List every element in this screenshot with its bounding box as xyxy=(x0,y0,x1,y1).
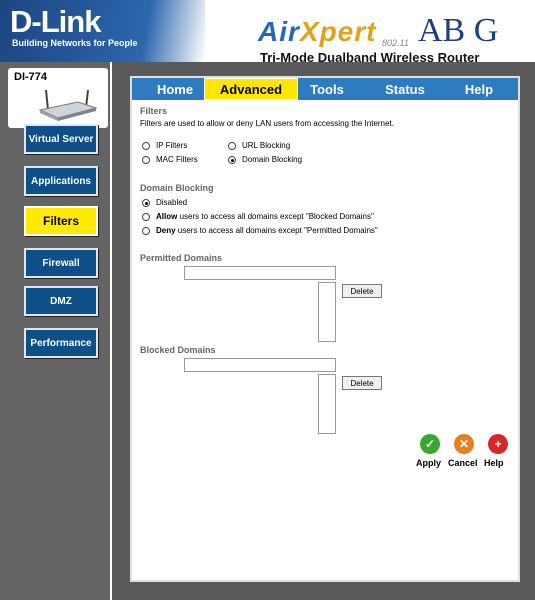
tab-home[interactable]: Home xyxy=(156,81,194,97)
apply-label: Apply xyxy=(416,458,442,468)
brand-logo: D-Link xyxy=(10,4,101,39)
header xyxy=(0,0,535,62)
tab-advanced[interactable]: Advanced xyxy=(204,78,298,100)
permitted-domain-input[interactable] xyxy=(184,266,336,280)
router-icon xyxy=(38,88,98,122)
label-deny-text: users to access all domains except "Permitted Domains" xyxy=(175,226,378,235)
radio-url-blocking[interactable] xyxy=(228,142,236,150)
model-box xyxy=(8,68,108,128)
permitted-delete-button[interactable]: Delete xyxy=(342,284,382,298)
help-button[interactable] xyxy=(482,434,522,474)
blocked-domain-input[interactable] xyxy=(184,358,336,372)
radio-deny[interactable] xyxy=(142,227,150,235)
product-name-b: Xpert xyxy=(299,16,377,47)
product-logo xyxy=(258,16,376,48)
model-label: DI-774 xyxy=(14,71,48,83)
sidebar-item-firewall[interactable]: Firewall xyxy=(24,248,98,278)
help-label: Help xyxy=(484,458,504,468)
label-url-blocking: URL Blocking xyxy=(242,141,291,150)
sidebar-item-virtual-server[interactable]: Virtual Server xyxy=(24,124,98,154)
filters-description: Filters are used to allow or deny LAN users from accessing the Internet. xyxy=(140,119,394,128)
product-suffix: AB G xyxy=(418,12,499,49)
sidebar-item-filters[interactable]: Filters xyxy=(24,206,98,236)
permitted-domains-list[interactable] xyxy=(318,282,336,342)
blocked-domains-list[interactable] xyxy=(318,374,336,434)
main-panel xyxy=(130,76,520,582)
label-allow-text: users to access all domains except "Blocked Domains" xyxy=(177,212,374,221)
radio-ip-filters[interactable] xyxy=(142,142,150,150)
brand-tagline: Building Networks for People xyxy=(12,38,138,48)
radio-mac-filters[interactable] xyxy=(142,156,150,164)
permitted-domains-title: Permitted Domains xyxy=(140,253,223,263)
product-tagline: Tri-Mode Dualband Wireless Router xyxy=(260,50,480,62)
label-mac-filters: MAC Filters xyxy=(156,155,198,164)
blocked-domains-title: Blocked Domains xyxy=(140,345,216,355)
label-ip-filters: IP Filters xyxy=(156,141,188,150)
product-sub: 802.11 xyxy=(382,38,409,48)
tab-status[interactable]: Status xyxy=(385,81,425,97)
check-icon: ✓ xyxy=(420,434,440,454)
product-name-a: Air xyxy=(258,16,300,47)
radio-disabled[interactable] xyxy=(142,199,150,207)
radio-domain-blocking[interactable] xyxy=(228,156,236,164)
sidebar xyxy=(0,62,112,600)
label-deny-keyword: Deny xyxy=(156,226,176,235)
label-deny xyxy=(156,226,378,235)
label-allow xyxy=(156,212,374,221)
cancel-icon: ✕ xyxy=(454,434,474,454)
tab-bar xyxy=(132,78,518,100)
blocked-delete-button[interactable]: Delete xyxy=(342,376,382,390)
sidebar-item-applications[interactable]: Applications xyxy=(24,166,98,196)
tab-help[interactable]: Help xyxy=(464,81,494,97)
label-domain-blocking: Domain Blocking xyxy=(242,155,303,164)
label-allow-keyword: Allow xyxy=(156,212,178,221)
help-icon: + xyxy=(488,434,508,454)
filters-title: Filters xyxy=(140,106,168,116)
label-disabled: Disabled xyxy=(156,198,188,207)
tab-tools[interactable]: Tools xyxy=(310,81,344,97)
sidebar-item-dmz[interactable]: DMZ xyxy=(24,286,98,316)
sidebar-item-performance[interactable]: Performance xyxy=(24,328,98,358)
cancel-label: Cancel xyxy=(448,458,478,468)
domain-blocking-title: Domain Blocking xyxy=(140,183,214,193)
radio-allow[interactable] xyxy=(142,213,150,221)
